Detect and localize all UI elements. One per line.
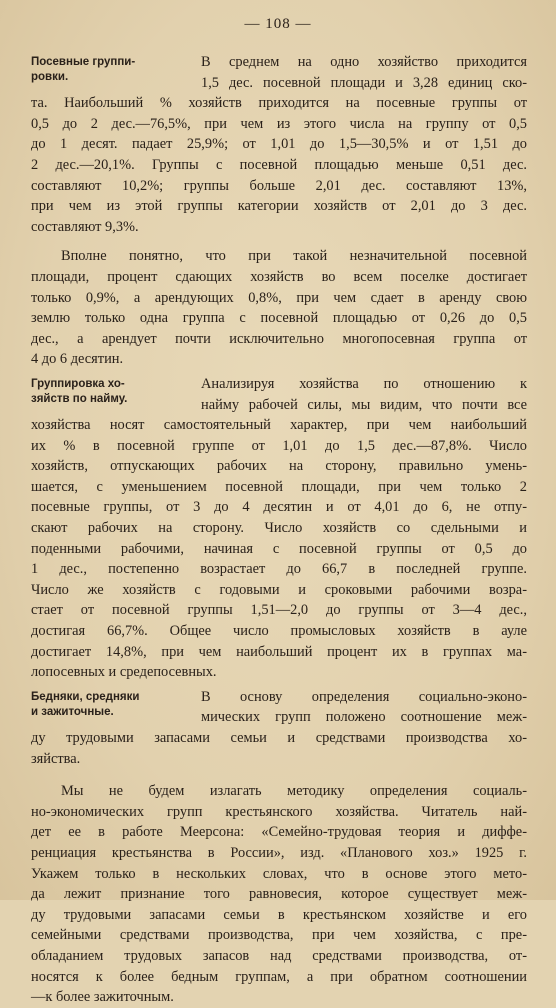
paragraph-start: Анализируя хозяйства по отношению к найму рабочей силы, мы видим, что почти все	[201, 375, 527, 413]
section-poor-middle-rich	[31, 687, 527, 769]
paragraph-start: В основу определения социально-эконо- мических групп положено соотношение меж-	[201, 688, 527, 726]
paragraph: ду трудовыми запасами семьи и средствами производства хо- зяйства.	[31, 730, 527, 767]
page-body	[31, 52, 527, 1008]
paragraph: Мы не будем излагать методику определения социаль- но-экономических групп крестьянского хозяйства. Читатель най- дет ее в работе Меерсона: «Семейно-трудовая теория и диффе- ренциация крестьянства в России», изд. «Планового хоз.» 1925 г. Укажем только в нескольких словах, что в основе этого мето- да лежит признание того равновесия, которое существует меж- ду трудовыми запасами семьи в крестьянском хозяйстве и его семейными средствами производства, при чем хозяйства, с пре- обладанием трудовых запасов над средствами производства, от- носятся к более бедным группам, а при обратном соотношении —к более зажиточным.	[31, 783, 527, 1006]
margin-heading: Бедняки, средняки и зажиточные.	[31, 690, 140, 718]
paragraph: хозяйства носят самостоятельный характер, при чем наибольший их % в посевной группе от 1,01 до 1,5 дес.—87,8%. Число хозяйств, отпускающих рабочих на сторону, правильно умень- шается, с уменьшением посевной площади, при чем только 2 посевные группы, от 3 до 4 десятин и от 4,01 до 6, не отпу- скают рабочих на сторону. Число хозяйств со сдельными и поденными рабочими, начиная с посевной группы от 0,5 до 1 дес., постепенно возрастает до 66,7 в последней группе. Число же хозяйств с годовыми и сроковыми рабочими возра- стает от посевной группы 1,51—2,0 до группы от 3—4 дес., достигая 66,7%. Общее число промысловых хозяйств в ауле достигает 14,8%, при чем наибольший процент их в группах ма- лопосевных и средепосевных.	[31, 417, 527, 681]
paragraph-start: В среднем на одно хозяйство приходится 1,5 дес. посевной площади и 3,28 единиц ско-	[201, 54, 527, 91]
paragraph: Вполне понятно, что при такой незначительной посевной площади, процент сдающих хозяйств во всем поселке достигает только 0,9%, а арендующих 0,8%, при чем сдает в аренду свою землю только одна группа с посевной площадью от 0,26 до 0,5 дес., а арендует почти исключительно многопосевная группа от 4 до 6 десятин.	[31, 248, 527, 368]
page-number: — 108 —	[244, 16, 312, 32]
margin-heading: Посевные группи- ровки.	[31, 56, 136, 83]
section-hiring	[31, 374, 527, 683]
section-sowing-groups	[31, 52, 527, 237]
paragraph: та. Наибольший % хозяйств приходится на посевные группы от 0,5 до 2 дес.—76,5%, при чем из этого числа на группу от 0,5 до 1 десят. падает 25,9%; от 1,01 до 1,5—30,5% и от 1,51 до 2 дес.—20,1%. Группы с посевной площадью меньше 0,51 дес. составляют 10,2%; группы больше 2,01 дес. составляют 13%, при чем из этой группы категории хозяйств от 2,01 до 3 дес. составляют 9,3%.	[31, 95, 527, 235]
margin-heading: Группировка хо- зяйств по найму.	[31, 377, 128, 405]
